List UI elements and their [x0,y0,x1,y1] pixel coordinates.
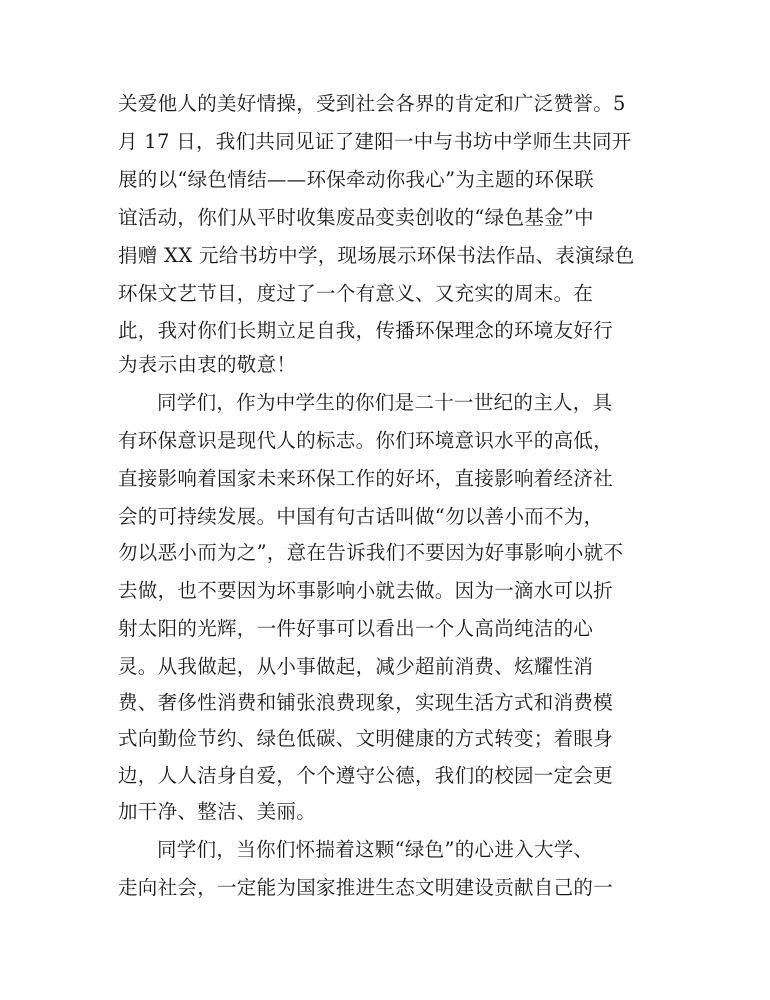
text-line: 展的以“绿色情结——环保牵动你我心”为主题的环保联 [118,168,594,191]
paragraph-first-line: 同学们，当你们怀揣着这颗“绿色”的心进入大学、 [157,838,594,861]
text-line: 捐赠 XX 元给书坊中学，现场展示环保书法作品、表演绿色 [118,244,635,267]
text-line: 会的可持续发展。中国有句古话叫做“勿以善小而不为， [118,505,604,528]
text-line: 走向社会，一定能为国家推进生态文明建设贡献自己的一 [118,876,614,899]
paragraph-first-line: 同学们，作为中学生的你们是二十一世纪的主人，具 [157,391,613,414]
text-line: 加干净、整洁、美丽。 [118,800,317,823]
text-line: 环保文艺节目，度过了一个有意义、又充实的周末。在 [118,282,594,305]
text-line: 此，我对你们长期立足自我，传播环保理念的环境友好行 [118,319,614,342]
text-line: 勿以恶小而为之”，意在告诉我们不要因为好事影响小就不 [118,541,624,564]
text-line: 边，人人洁身自爱，个个遵守公德，我们的校园一定会更 [118,764,614,787]
text-line: 直接影响着国家未来环保工作的好坏，直接影响着经济社 [118,467,614,490]
text-line: 灵。从我做起，从小事做起，减少超前消费、炫耀性消 [118,655,594,678]
text-line: 有环保意识是现代人的标志。你们环境意识水平的高低， [118,429,614,452]
text-line: 为表示由衷的敬意！ [118,353,297,376]
text-line: 去做，也不要因为坏事影响小就去做。因为一滴水可以折 [118,579,614,602]
text-line: 关爱他人的美好情操，受到社会各界的肯定和广泛赞誉。5 [118,92,626,115]
text-line: 射太阳的光辉，一件好事可以看出一个人高尚纯洁的心 [118,617,594,640]
text-line: 式向勤俭节约、绿色低碳、文明健康的方式转变；着眼身 [118,727,614,750]
text-line: 谊活动，你们从平时收集废品变卖创收的“绿色基金”中 [118,206,594,229]
text-line: 月 17 日，我们共同见证了建阳一中与书坊中学师生共同开 [118,130,632,153]
text-line: 费、奢侈性消费和铺张浪费现象，实现生活方式和消费模 [118,691,614,714]
